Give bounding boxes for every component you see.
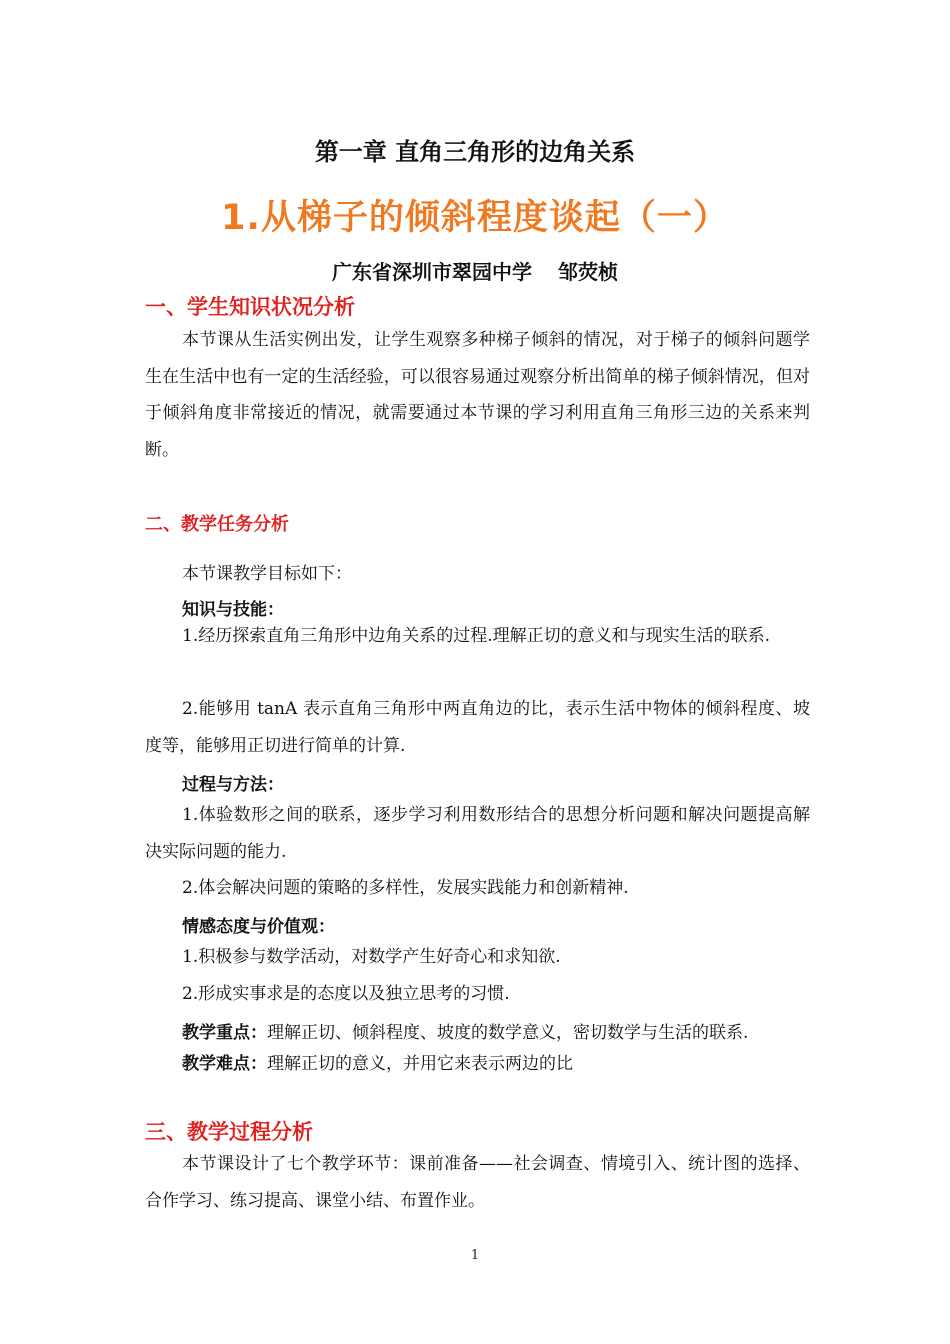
- section3-paragraph: 本节课设计了七个教学环节：课前准备——社会调查、情境引入、统计图的选择、合作学习、练习提高、课堂小结、布置作业。: [145, 1154, 810, 1211]
- attitude-values-heading: 情感态度与价值观：: [182, 917, 335, 937]
- knowledge-item-1: 1.经历探索直角三角形中边角关系的过程.理解正切的意义和与现实生活的联系.: [182, 626, 771, 646]
- attitude-item-1: 1.积极参与数学活动，对数学产生好奇心和求知欲.: [182, 947, 561, 967]
- section-heading-student-analysis: 一、学生知识状况分析: [145, 295, 355, 319]
- knowledge-skills-heading: 知识与技能：: [182, 600, 284, 620]
- section-heading-task-analysis: 二、教学任务分析: [145, 514, 289, 535]
- key-point-line: [182, 1018, 748, 1043]
- difficulty-line: [182, 1049, 573, 1074]
- school-name: 广东省深圳市翠园中学: [332, 260, 532, 284]
- difficulty-text: 理解正切的意义，并用它来表示两边的比: [267, 1054, 573, 1074]
- process-item-2: 2.体会解决问题的策略的多样性，发展实践能力和创新精神.: [182, 878, 629, 898]
- lesson-title: 1.从梯子的倾斜程度谈起（一）: [221, 198, 729, 238]
- process-item-1: 1.体验数形之间的联系，逐步学习利用数形结合的思想分析问题和解决问题提高解决实际问题的能力.: [145, 805, 810, 862]
- section1-paragraph: 本节课从生活实例出发，让学生观察多种梯子倾斜的情况，对于梯子的倾斜问题学生在生活中也有一定的生活经验，可以很容易通过观察分析出简单的梯子倾斜情况，但对于倾斜角度非常接近的情况，就需要通过本节课的学习利用直角三角形三边的关系来判断。: [145, 330, 810, 460]
- chapter-title: 第一章 直角三角形的边角关系: [314, 138, 636, 166]
- author-line: [0, 256, 950, 285]
- author-name: 邹荧桢: [558, 260, 618, 284]
- section-heading-process-analysis: 三、教学过程分析: [145, 1120, 313, 1144]
- key-point-label: 教学重点：: [182, 1023, 267, 1043]
- page-number: 1: [470, 1248, 480, 1263]
- attitude-item-2: 2.形成实事求是的态度以及独立思考的习惯.: [182, 984, 510, 1004]
- knowledge-item-2: 2.能够用 tanA 表示直角三角形中两直角边的比，表示生活中物体的倾斜程度、坡度等，能够用正切进行简单的计算.: [145, 699, 810, 756]
- key-point-text: 理解正切、倾斜程度、坡度的数学意义，密切数学与生活的联系.: [267, 1023, 749, 1043]
- process-methods-heading: 过程与方法：: [182, 775, 284, 795]
- objectives-intro: 本节课教学目标如下：: [182, 564, 352, 584]
- difficulty-label: 教学难点：: [182, 1054, 267, 1074]
